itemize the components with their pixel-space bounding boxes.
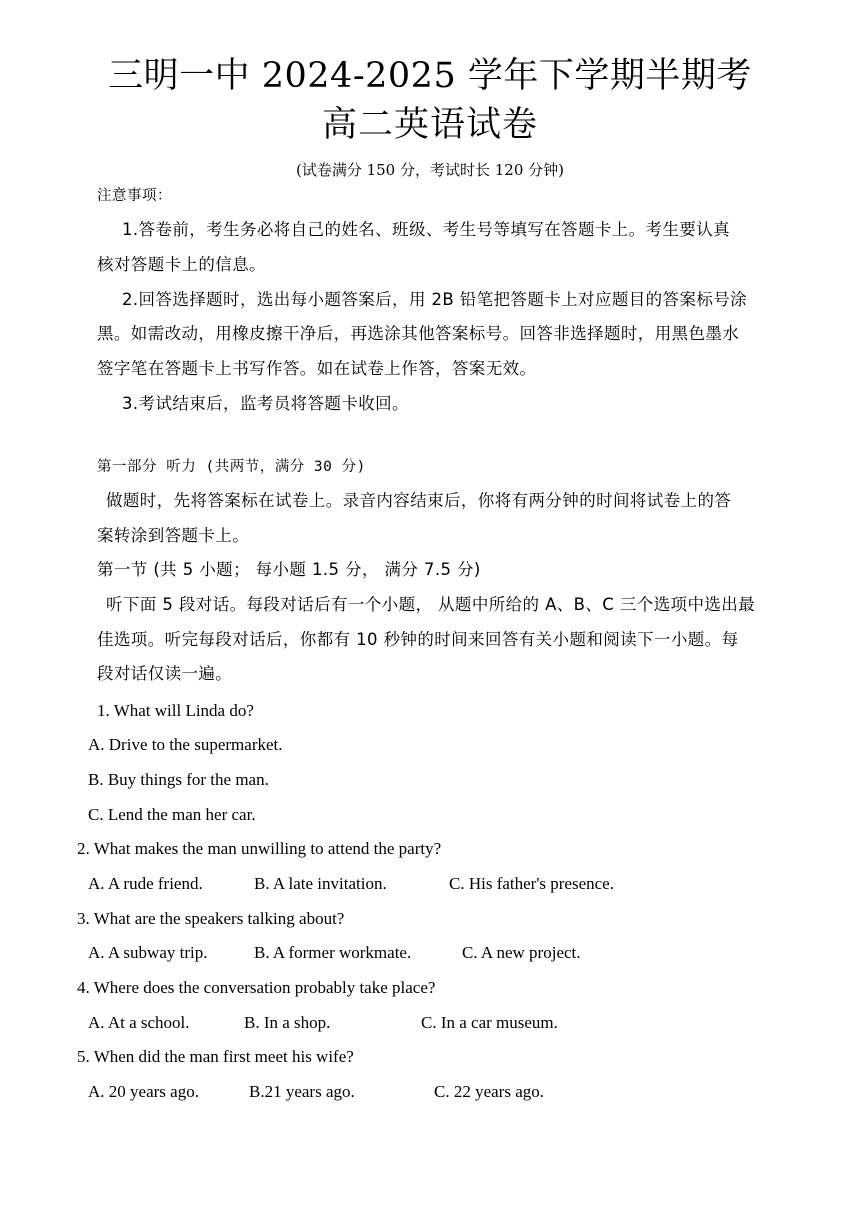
section-1-intro-line-2: 佳选项。听完每段对话后，你都有 10 秒钟的时间来回答有关小题和阅读下一小题。每 bbox=[97, 630, 739, 649]
question-5-stem: 5. When did the man first meet his wife? bbox=[77, 1047, 354, 1066]
question-5-option-b: B.21 years ago. bbox=[249, 1082, 355, 1101]
section-1-heading: 第一节 (共 5 小题； 每小题 1.5 分， 满分 7.5 分) bbox=[97, 560, 481, 579]
note-2-line-2: 黑。如需改动，用橡皮擦干净后，再选涂其他答案标号。回答非选择题时，用黑色墨水 bbox=[97, 324, 740, 343]
note-2-line-3: 签字笔在答题卡上书写作答。如在试卷上作答，答案无效。 bbox=[97, 359, 537, 378]
note-3-line-1: 3.考试结束后，监考员将答题卡收回。 bbox=[122, 394, 409, 413]
question-4-option-c: C. In a car museum. bbox=[421, 1013, 558, 1032]
section-1-intro-line-1: 听下面 5 段对话。每段对话后有一个小题， 从题中所给的 A、B、C 三个选项中选出最 bbox=[106, 595, 756, 614]
question-1-option-c: C. Lend the man her car. bbox=[88, 805, 256, 824]
question-2-option-b: B. A late invitation. bbox=[254, 874, 387, 893]
question-4-option-a: A. At a school. bbox=[88, 1013, 190, 1032]
part-1-heading: 第一部分 听力 (共两节，满分 30 分) bbox=[97, 459, 366, 475]
exam-subject-title: 高二英语试卷 bbox=[321, 105, 538, 145]
question-3-option-c: C. A new project. bbox=[462, 943, 581, 962]
part-1-intro-line-1: 做题时，先将答案标在试卷上。录音内容结束后，你将有两分钟的时间将试卷上的答 bbox=[106, 491, 732, 510]
question-1-option-a: A. Drive to the supermarket. bbox=[88, 735, 283, 754]
exam-title: 三明一中 2024-2025 学年下学期半期考 bbox=[108, 56, 752, 96]
question-3-option-b: B. A former workmate. bbox=[254, 943, 412, 962]
question-2-option-a: A. A rude friend. bbox=[88, 874, 203, 893]
note-1-line-2: 核对答题卡上的信息。 bbox=[97, 255, 266, 274]
question-3-stem: 3. What are the speakers talking about? bbox=[77, 909, 345, 928]
question-2-option-c: C. His father's presence. bbox=[449, 874, 614, 893]
exam-subtitle: (试卷满分 150 分，考试时长 120 分钟) bbox=[295, 161, 565, 179]
section-1-intro-line-3: 段对话仅读一遍。 bbox=[97, 664, 233, 683]
note-2-line-1: 2.回答选择题时，选出每小题答案后，用 2B 铅笔把答题卡上对应题目的答案标号涂 bbox=[122, 290, 748, 309]
notes-heading: 注意事项： bbox=[97, 188, 172, 204]
question-5-option-a: A. 20 years ago. bbox=[88, 1082, 199, 1101]
question-5-option-c: C. 22 years ago. bbox=[434, 1082, 545, 1101]
question-4-option-b: B. In a shop. bbox=[244, 1013, 331, 1032]
question-1-option-b: B. Buy things for the man. bbox=[88, 770, 269, 789]
question-4-stem: 4. Where does the conversation probably take place? bbox=[77, 978, 436, 997]
note-1-line-1: 1.答卷前，考生务必将自己的姓名、班级、考生号等填写在答题卡上。考生要认真 bbox=[122, 220, 731, 239]
question-1-stem: 1. What will Linda do? bbox=[97, 701, 254, 720]
question-2-stem: 2. What makes the man unwilling to attend the party? bbox=[77, 839, 442, 858]
question-3-option-a: A. A subway trip. bbox=[88, 943, 208, 962]
part-1-intro-line-2: 案转涂到答题卡上。 bbox=[97, 526, 250, 545]
